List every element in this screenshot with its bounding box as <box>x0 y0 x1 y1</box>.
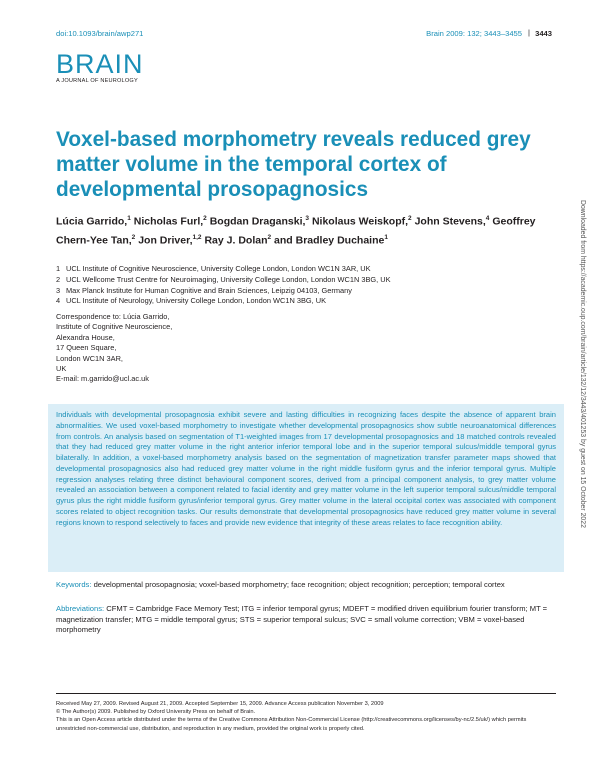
affiliation-text: UCL Institute of Neurology, University College London, London WC1N 3BG, UK <box>66 296 327 306</box>
affiliation-number: 3 <box>56 285 61 295</box>
author-name[interactable]: and Bradley Duchaine <box>274 234 385 246</box>
abstract-text: Individuals with developmental prosopagnosia exhibit severe and lasting difficulties in recognizing faces despite the absence of apparent brain abnormalities. We used voxel-based morphometry to investigate whether developmental prosopagnosics show subtle neuroanatomical differences from controls. An analysis based on segmentation of T1-weighted images from 17 developmental prosopagnosics and 18 matched controls revealed that they had reduced grey matter volume in the right anterior inferior temporal lobe and in the superior temporal sulcus/middle temporal gyrus bilaterally. In addition, a voxel-based morphometry analysis based on the segmentation of magnetization transfer parameter maps showed that developmental prosopagnosics also had reduced grey matter volume in the right middle fusiform gyrus and the inferior temporal gyrus. Multiple regression analyses relating three distinct behavioural component scores, derived from a principal component analysis, to grey matter volume revealed an association between a component related to facial identity and grey matter volume in the left superior temporal sulcus/middle temporal gyrus plus the right middle fusiform gyrus/inferior temporal gyrus. Grey matter volume in the lateral occipital cortex was associated with component scores related to object recognition tasks. Our results demonstrate that developmental prosopagnosics have reduced grey matter volume in several regions known to respond selectively to faces and provide new evidence that integrity of these areas relates to face recognition ability. <box>56 410 556 527</box>
page-number: 3443 <box>535 29 552 38</box>
received-dates: Received May 27, 2009. Revised August 21, 2009. Accepted September 15, 2009. Advance Access publication November 3, 2009 <box>56 701 384 707</box>
journal-logo-name: BRAIN <box>56 49 144 79</box>
footer-divider <box>56 693 556 694</box>
author-list <box>56 211 536 248</box>
author-name[interactable]: Bogdan Draganski, <box>209 215 306 228</box>
affiliation-item <box>56 264 536 275</box>
journal-logo <box>56 50 144 84</box>
abbreviations-label: Abbreviations: <box>56 604 105 613</box>
license-notice: This is an Open Access article distributed under the terms of the Creative Commons Attribution Non-Commercial License (http://creativecommons.org/licenses/by-nc/2.5/uk/) which permits unrestricted non-commercial use, distribution, and reproduction in any medium, provided the original work is properly cited. <box>56 717 527 732</box>
author-affiliation-marker: 2 <box>267 233 272 241</box>
header-separator: | <box>528 28 530 37</box>
author-name[interactable]: Nicholas Furl, <box>133 215 204 228</box>
affiliation-item <box>56 296 536 307</box>
download-watermark <box>579 200 591 570</box>
author-affiliation-marker: 2 <box>203 215 207 222</box>
correspondence-line: Institute of Cognitive Neuroscience, <box>56 322 173 332</box>
running-header <box>56 27 552 41</box>
copyright-notice: © The Author(s) 2009. Published by Oxford University Press on behalf of Brain. <box>56 709 256 716</box>
author-name[interactable]: Lúcia Garrido, <box>56 215 128 228</box>
author-affiliation-marker: 1 <box>127 215 131 222</box>
author-affiliation-marker: 1,2 <box>192 233 202 241</box>
correspondence-line: 17 Queen Square, <box>56 343 117 353</box>
affiliation-list <box>56 264 536 307</box>
abstract-box <box>48 404 564 572</box>
doi-link[interactable]: doi:10.1093/brain/awp271 <box>56 29 144 38</box>
footer-notes <box>56 700 556 733</box>
author-name[interactable]: John Stevens, <box>414 215 486 228</box>
correspondence-line: UK <box>56 364 67 374</box>
correspondence-line: Correspondence to: Lúcia Garrido, <box>56 312 170 321</box>
affiliation-item <box>56 286 536 297</box>
author-name[interactable]: Ray J. Dolan <box>204 234 268 246</box>
correspondence-line: Alexandra House, <box>56 332 115 342</box>
keywords <box>56 580 556 591</box>
journal-citation: Brain 2009: 132; 3443–3455 <box>426 29 522 38</box>
affiliation-text: UCL Institute of Cognitive Neuroscience, University College London, London WC1N 3AR, UK <box>66 264 371 273</box>
affiliation-text: UCL Wellcome Trust Centre for Neuroimaging, University College London, London WC1N 3BG, UK <box>66 274 391 284</box>
abbreviations <box>56 604 556 636</box>
author-affiliation-marker: 4 <box>485 215 490 222</box>
journal-logo-tagline: A JOURNAL OF NEUROLOGY <box>56 78 138 84</box>
affiliation-number: 2 <box>56 274 61 284</box>
author-affiliation-marker: 3 <box>305 215 310 222</box>
keywords-text: developmental prosopagnosia; voxel-based morphometry; face recognition; object recognition; perception; temporal cortex <box>93 580 505 589</box>
abbreviations-text: CFMT = Cambridge Face Memory Test; ITG = inferior temporal gyrus; MDEFT = modified driven equilibrium fourier transform; MT = magnetization transfer; MTG = middle temporal gyrus; STS = superior temporal sulcus; SVC = small volume correction; VBM = voxel-based morphometry <box>56 604 548 634</box>
correspondence-email[interactable]: E-mail: m.garrido@ucl.ac.uk <box>56 374 149 384</box>
keywords-label: Keywords: <box>56 580 92 589</box>
author-affiliation-marker: 2 <box>131 233 136 241</box>
correspondence-line: London WC1N 3AR, <box>56 353 123 363</box>
author-affiliation-marker: 2 <box>408 215 412 222</box>
download-watermark-text: Downloaded from https://academic.oup.com/brain/article/132/12/3443/401253 by guest on 15 October 2022 <box>579 200 586 528</box>
affiliation-item <box>56 275 536 286</box>
affiliation-text: Max Planck Institute for Human Cognitive and Brain Sciences, Leipzig 04103, Germany <box>66 285 352 295</box>
affiliation-number: 1 <box>56 264 61 273</box>
author-name[interactable]: Geoffrey Chern-Yee Tan, <box>56 215 536 246</box>
author-name[interactable]: Nikolaus Weiskopf, <box>311 215 409 228</box>
correspondence-block <box>56 312 316 385</box>
article-title: Voxel-based morphometry reveals reduced grey matter volume in the temporal cortex of developmental prosopagnosics <box>56 128 531 201</box>
author-affiliation-marker: 1 <box>384 233 388 241</box>
affiliation-number: 4 <box>56 296 61 306</box>
author-name[interactable]: Jon Driver, <box>138 234 193 246</box>
